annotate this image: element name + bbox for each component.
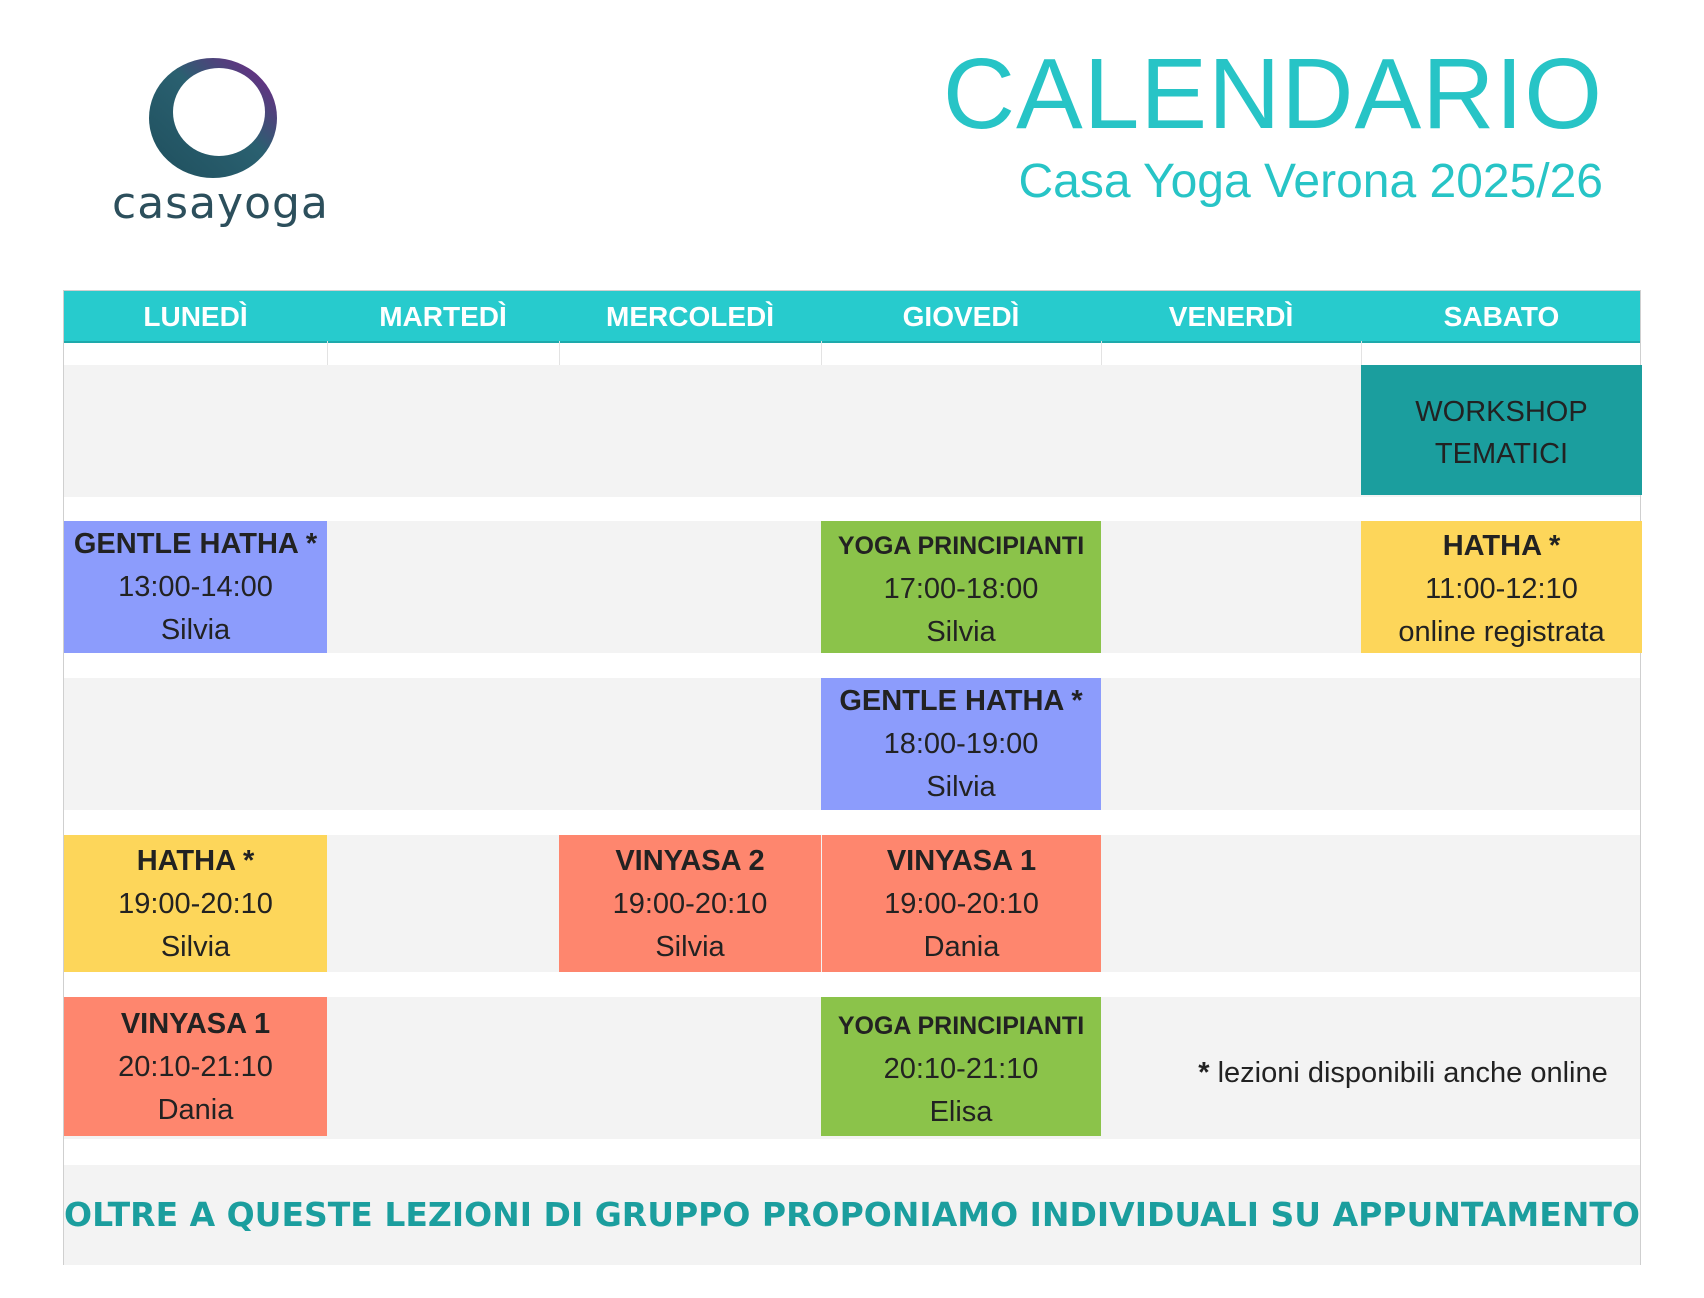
column-divider (559, 341, 560, 365)
workshop-tematici-block[interactable] (1361, 365, 1642, 495)
ring-logo-icon (145, 52, 289, 182)
class-vinyasa-1-monday[interactable] (64, 997, 327, 1136)
online-note (1164, 1053, 1642, 1093)
class-title: VINYASA 1 (886, 845, 1037, 877)
day-header-tuesday: MARTEDÌ (379, 301, 507, 332)
class-title: VINYASA 2 (615, 845, 765, 877)
day-header-friday: VENERDÌ (1168, 301, 1294, 332)
logo-text: casayoga (112, 178, 329, 229)
footer-banner: OLTRE A QUESTE LEZIONI DI GRUPPO PROPONIAMO INDIVIDUALI SU APPUNTAMENTO (64, 1165, 1640, 1265)
class-hatha-saturday[interactable] (1361, 521, 1642, 653)
class-teacher: Dania (923, 931, 1000, 963)
class-title: YOGA PRINCIPIANTI (837, 532, 1085, 560)
casayoga-logo (112, 52, 329, 252)
class-time: 13:00-14:00 (118, 571, 273, 603)
day-header-monday: LUNEDÌ (143, 301, 248, 332)
note-star: * (1198, 1057, 1210, 1089)
page-title: CALENDARIO (942, 38, 1603, 150)
class-teacher: Silvia (160, 614, 231, 646)
workshop-title: WORKSHOP (1415, 396, 1588, 428)
class-teacher: Elisa (929, 1096, 993, 1128)
class-teacher: Silvia (926, 771, 996, 803)
class-time: 19:00-20:10 (118, 888, 273, 920)
column-divider (1361, 341, 1362, 365)
page-title-block (943, 38, 1603, 212)
class-time: 19:00-20:10 (612, 888, 768, 920)
weekday-header (64, 291, 1640, 343)
page-subtitle: Casa Yoga Verona 2025/26 (1018, 155, 1603, 208)
column-divider (821, 341, 822, 365)
class-time: 11:00-12:10 (1425, 573, 1578, 605)
class-time: 20:10-21:10 (118, 1051, 273, 1083)
day-header-wednesday: MERCOLEDÌ (606, 301, 774, 332)
schedule-table (63, 290, 1641, 1265)
class-time: 17:00-18:00 (883, 573, 1039, 605)
class-title: GENTLE HATHA * (73, 528, 318, 560)
day-header-saturday: SABATO (1443, 301, 1560, 332)
class-title: GENTLE HATHA * (839, 685, 1083, 717)
class-vinyasa-1-thursday[interactable] (822, 835, 1101, 972)
class-vinyasa-2-wednesday[interactable] (559, 835, 821, 972)
class-time: 20:10-21:10 (883, 1053, 1039, 1085)
class-hatha-monday[interactable] (64, 835, 327, 972)
class-teacher: Silvia (926, 616, 996, 648)
day-header-thursday: GIOVEDÌ (902, 301, 1020, 332)
class-yoga-principianti-thursday-17[interactable] (821, 521, 1101, 653)
class-teacher: Silvia (160, 931, 231, 963)
class-teacher: online registrata (1398, 616, 1605, 648)
class-title: VINYASA 1 (120, 1008, 271, 1040)
class-yoga-principianti-thursday-20[interactable] (821, 997, 1101, 1136)
class-gentle-hatha-monday[interactable] (64, 521, 327, 653)
column-divider (327, 341, 328, 365)
class-teacher: Silvia (655, 931, 725, 963)
class-time: 18:00-19:00 (883, 728, 1039, 760)
class-title: YOGA PRINCIPIANTI (837, 1012, 1085, 1040)
class-teacher: Dania (157, 1094, 234, 1126)
workshop-title-line2: TEMATICI (1434, 438, 1569, 470)
class-title: HATHA * (1442, 530, 1561, 562)
class-time: 19:00-20:10 (884, 888, 1039, 920)
note-text: lezioni disponibili anche online (1209, 1057, 1608, 1089)
class-title: HATHA * (136, 845, 255, 877)
column-divider (1101, 341, 1102, 365)
class-gentle-hatha-thursday[interactable] (821, 678, 1101, 810)
